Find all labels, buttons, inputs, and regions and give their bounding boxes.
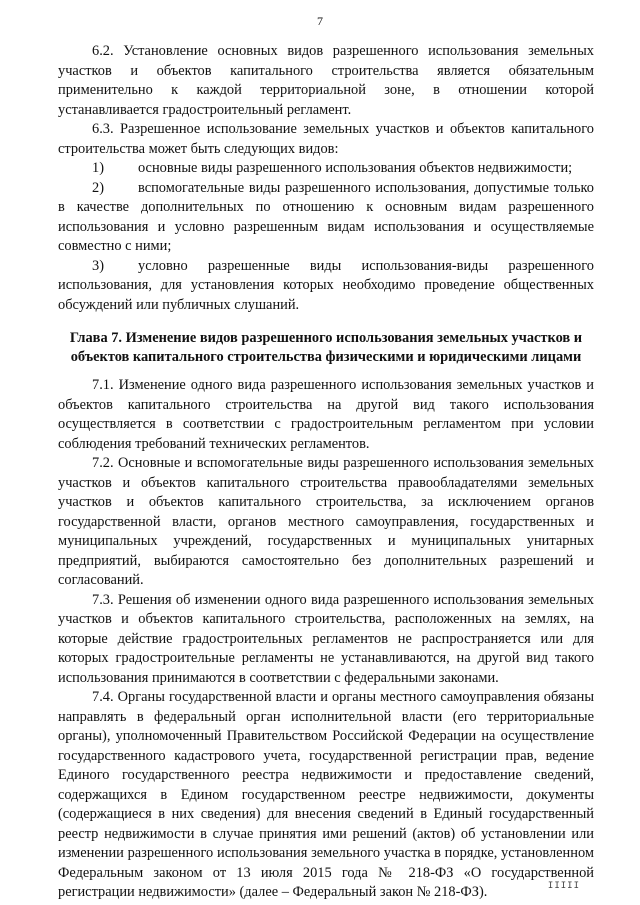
- list-item: [58, 159, 594, 179]
- paragraph-7-1: 7.1. Изменение одного вида разрешенного использования земельных участков и объектов капитального строительства на другой вид такого использования осуществляется в соответствии с градостроительным регламентом при условии соблюдения требований технических регламентов.: [58, 377, 594, 452]
- paragraph-7-3: 7.3. Решения об изменении одного вида разрешенного использования земельных участков и объектов капитального строительства, расположенных на землях, на которые действие градостроительных регламентов не распространяется или для которых градостроительные регламенты не устанавливаются, на другой вид такого использования принимаются в соответствии с федеральными законами.: [58, 591, 594, 686]
- list-item-number: 1): [92, 160, 104, 176]
- paragraph-7-4: 7.4. Органы государственной власти и органы местного самоуправления обязаны направлять в федеральный орган исполнительной власти (его территориальные органы), уполномоченный Правительством Российской Федерации на осуществление государственного кадастрового учета, государственной регистрации прав, ведение Единого государственного реестра недвижимости и предоставление сведений, содержащихся в Едином государственном реестре недвижимости, документы (содержащиеся в них сведения) для внесения сведений в Единый государственный реестр недвижимости в случае принятия ими решений (актов) об установлении или изменении разрешенного использования земельного участка в порядке, установленном Федеральным законом от 13 июля 2015 года № 218-ФЗ «О государственной регистрации недвижимости» (далее – Федеральный закон № 218-ФЗ).: [58, 689, 594, 900]
- list-item-number: 3): [92, 257, 104, 274]
- paragraph-6-3: 6.3. Разрешенное использование земельных участков и объектов капитального строительства может быть следующих видов:: [58, 121, 594, 157]
- list-item-text: основные виды разрешенного использования объектов недвижимости;: [138, 160, 573, 176]
- list-item: [58, 179, 594, 257]
- paragraph-7-2: 7.2. Основные и вспомогательные виды разрешенного использования земельных участков и объектов капитального строительства правообладателями земельных участков и объектов капитального строительства, за исключением органов государственной власти, органов местного самоуправления, государственных и муниципальных учреждений, государственных и муниципальных унитарных предприятий, выбираются самостоятельно без дополнительных разрешений и согласований.: [58, 455, 594, 588]
- paragraph-6-2: 6.2. Установление основных видов разрешенного использования земельных участков и объектов капитального строительства является обязательным применительно к каждой территориальной зоне, в отношении которой устанавливается градостроительный регламент.: [58, 43, 594, 118]
- list-item-number: 2): [92, 179, 104, 196]
- list-item-text: вспомогательные виды разрешенного использования, допустимые только в качестве дополнительных по отношению к основным видам разрешенного использования и условно разрешенным видам использования и осуществляемые совместно с ними;: [58, 179, 594, 254]
- scan-mark: IIIII: [547, 881, 580, 891]
- chapter-heading: Глава 7. Изменение видов разрешенного использования земельных участков и объектов капитального строительства физическими и юридическими лицами: [69, 330, 583, 365]
- page-content: [58, 42, 594, 903]
- list-item-text: условно разрешенные виды использования-виды разрешенного использования, для установления которых необходимо проведение общественных обсуждений или публичных слушаний.: [58, 257, 594, 313]
- list-item: [58, 257, 594, 316]
- page-number: 7: [317, 14, 323, 28]
